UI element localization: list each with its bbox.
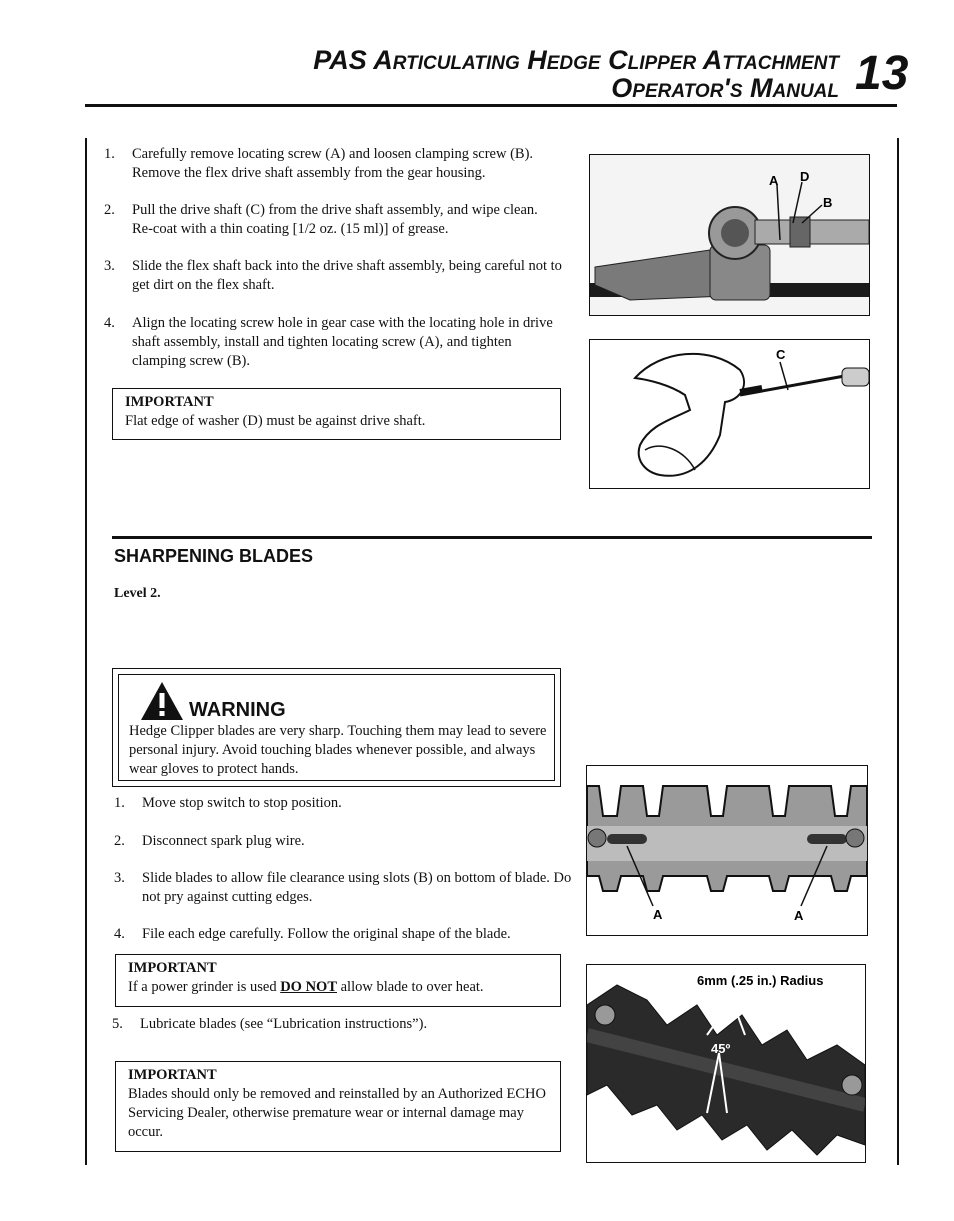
step-text: File each edge carefully. Follow the original shape of the blade. <box>142 926 511 942</box>
greasing-shaft-figure <box>589 339 870 489</box>
important-text: Blades should only be removed and reinstalled by an Authorized ECHO Servicing Dealer, otherwise premature wear or internal damage may occur. <box>128 1086 546 1140</box>
important-emphasis: DO NOT <box>280 979 337 995</box>
warning-box <box>112 668 561 787</box>
sharpening-steps <box>114 794 574 944</box>
hand-greasing-illustration <box>590 340 869 488</box>
step-number: 4. <box>104 315 115 331</box>
important-text-pre: If a power grinder is used <box>128 979 281 995</box>
step-text: Slide blades to allow file clearance using slots (B) on bottom of blade. Do not pry against cutting edges. <box>142 870 572 905</box>
right-margin-rule <box>897 138 899 1165</box>
angle-label: 45º <box>711 1041 731 1056</box>
label-b: B <box>823 195 833 210</box>
step-5 <box>112 1015 572 1035</box>
gear-housing-figure <box>589 154 870 316</box>
step-number: 3. <box>114 870 125 886</box>
step-text: Pull the drive shaft (C) from the drive shaft assembly, and wipe clean. Re-coat with a thin coating [1/2 oz. (15 ml)] of grease. <box>132 202 538 237</box>
title-line-2: Operator's Manual <box>611 73 839 103</box>
gear-housing-illustration <box>590 155 869 315</box>
step-number: 3. <box>104 258 115 274</box>
section-rule <box>112 536 872 539</box>
step-number: 5. <box>112 1016 123 1032</box>
important-label: IMPORTANT <box>125 394 214 410</box>
page-number: 13 <box>855 47 909 100</box>
step-text: Carefully remove locating screw (A) and loosen clamping screw (B). Remove the flex drive shaft assembly from the gear housing. <box>132 146 534 181</box>
blade-radius-figure <box>586 964 866 1163</box>
step-text: Slide the flex shaft back into the drive shaft assembly, being careful not to get dirt on the flex shaft. <box>132 258 562 293</box>
step-number: 4. <box>114 926 125 942</box>
important-label: IMPORTANT <box>128 960 217 976</box>
header-rule <box>85 104 897 107</box>
blade-slots-illustration <box>587 766 867 935</box>
step-text: Move stop switch to stop position. <box>142 795 342 811</box>
drive-shaft-steps <box>104 145 564 385</box>
step-text: Align the locating screw hole in gear case with the locating hole in drive shaft assembly, install and tighten locating screw (A), and tighten clamping screw (B). <box>132 315 553 369</box>
warning-title: WARNING <box>189 699 286 721</box>
important-label: IMPORTANT <box>128 1067 217 1083</box>
title-line-1: PAS Articulating Hedge Clipper Attachment <box>313 45 839 75</box>
warning-text: Hedge Clipper blades are very sharp. Touching them may lead to severe personal injury. Avoid touching blades whenever possible, and always wear gloves to protect hands. <box>129 723 547 777</box>
step-number: 1. <box>104 146 115 162</box>
label-a: A <box>769 173 779 188</box>
warning-triangle-icon <box>139 680 185 722</box>
step-text: Disconnect spark plug wire. <box>142 833 305 849</box>
blade-radius-illustration <box>587 965 865 1162</box>
important-text: Flat edge of washer (D) must be against drive shaft. <box>125 413 426 429</box>
step-number: 1. <box>114 795 125 811</box>
important-box-washer <box>112 388 561 440</box>
important-text-post: allow blade to over heat. <box>337 979 484 995</box>
important-box-dealer <box>115 1061 561 1152</box>
label-d: D <box>800 169 810 184</box>
label-c: C <box>776 347 786 362</box>
step-number: 2. <box>104 202 115 218</box>
step-text: Lubricate blades (see “Lubrication instructions”). <box>140 1016 428 1032</box>
important-box-grinder <box>115 954 561 1007</box>
label-a-right: A <box>794 908 804 923</box>
section-heading: SHARPENING BLADES <box>114 546 314 566</box>
left-margin-rule <box>85 138 87 1165</box>
radius-label: 6mm (.25 in.) Radius <box>697 973 824 988</box>
level-text: Level 2. <box>114 586 161 601</box>
step-number: 2. <box>114 833 125 849</box>
label-a-left: A <box>653 907 663 922</box>
manual-title <box>313 46 839 102</box>
blade-slots-figure <box>586 765 868 936</box>
